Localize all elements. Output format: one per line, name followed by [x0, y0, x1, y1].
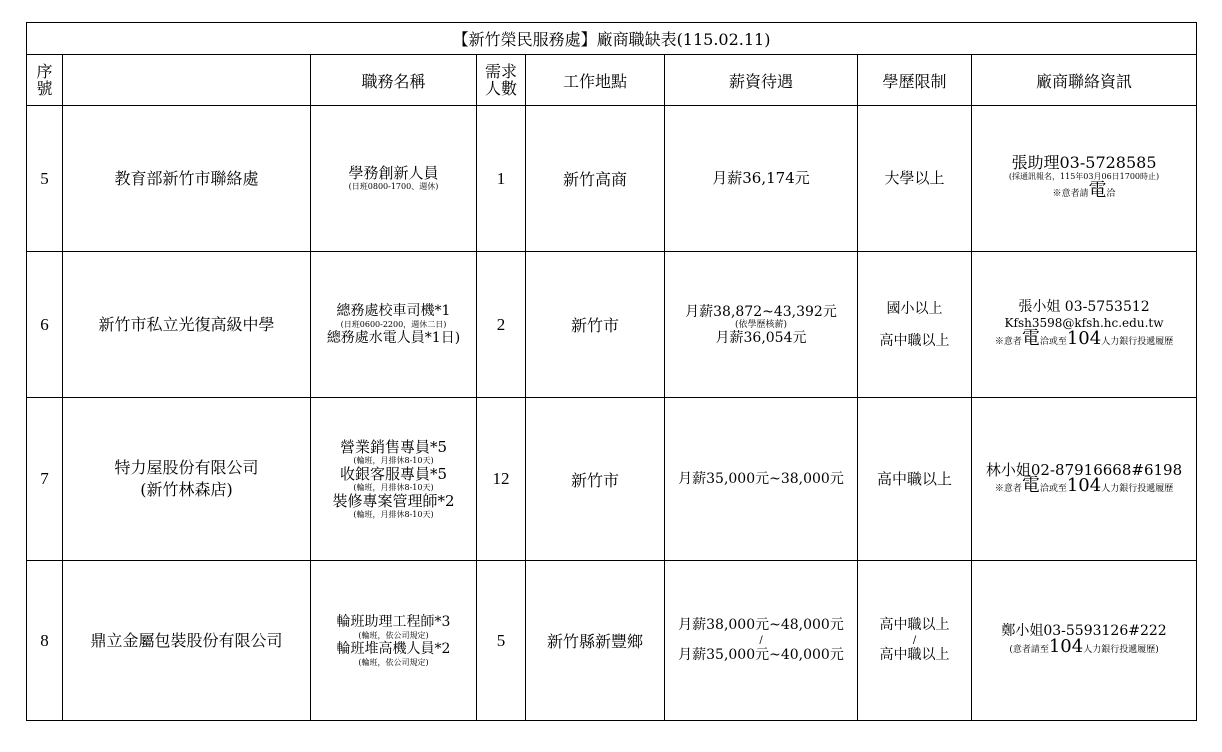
cell-need: 1 [477, 106, 526, 252]
header-contact: 廠商聯絡資訊 [972, 55, 1197, 106]
contact-hint-phone: 電 [1021, 474, 1040, 496]
contact-hint-104: 104 [1066, 328, 1102, 349]
contact-hint-phone: 電 [1021, 328, 1040, 349]
contact-hint-prefix: (意者請至 [1009, 645, 1049, 655]
cell-edu [858, 252, 972, 398]
cell-place: 新竹市 [526, 252, 665, 398]
cell-seq: 6 [27, 252, 63, 398]
job-title: 總務處水電人員*1日) [326, 329, 461, 346]
cell-edu [858, 561, 972, 721]
cell-job [311, 398, 477, 561]
job-note: (輪班，月排休8-10天) [353, 482, 434, 492]
cell-edu [858, 106, 972, 252]
company-branch: (新竹林森店) [140, 480, 233, 499]
cell-salary [665, 252, 858, 398]
job-note: (輪班，依公司規定) [358, 630, 429, 640]
cell-need: 12 [477, 398, 526, 561]
header-need: 需求人數 [477, 55, 526, 106]
contact-hint-suffix: 人力銀行投遞履歷) [1083, 645, 1159, 655]
table-row [27, 252, 1197, 398]
header-salary: 薪資待遇 [665, 55, 858, 106]
cell-job [311, 252, 477, 398]
salary-note: (依學歷核薪) [734, 319, 788, 330]
salary-line: 月薪38,872~43,392元 [685, 303, 837, 320]
header-job: 職務名稱 [311, 55, 477, 106]
cell-seq: 5 [27, 106, 63, 252]
table-row [27, 106, 1197, 252]
cell-contact [972, 561, 1197, 721]
edu-line: 國小以上 [886, 300, 943, 317]
job-note: (日班0600-2200，週休二日) [340, 319, 447, 329]
job-note: (輪班，月排休8-10天) [353, 455, 434, 465]
contact-hint-suffix: 人力銀行投遞履歷 [1101, 337, 1174, 347]
cell-company: 新竹市私立光復高級中學 [63, 252, 311, 398]
contact-hint [974, 180, 1194, 202]
header-seq: 序號 [27, 55, 63, 106]
job-note: (輪班，月排休8-10天) [353, 509, 434, 519]
edu-separator: / [912, 635, 917, 646]
contact-hint-mid: 洽或至 [1039, 337, 1067, 347]
salary-line: 月薪38,000元~48,000元 [678, 617, 844, 633]
cell-contact [972, 252, 1197, 398]
contact-hint-prefix: ※意者 [994, 483, 1022, 494]
cell-contact [972, 106, 1197, 252]
contact-hint [974, 636, 1194, 658]
job-note: (輪班，依公司規定) [358, 657, 429, 667]
cell-place: 新竹市 [526, 398, 665, 561]
contact-hint [974, 328, 1194, 350]
edu-line: 高中職以上 [876, 469, 952, 488]
job-title: 輪班助理工程師*3 [336, 613, 451, 630]
header-place: 工作地點 [526, 55, 665, 106]
contact-hint-104: 104 [1066, 474, 1102, 496]
contact-hint-phone: 電 [1088, 180, 1107, 201]
table-title: 【新竹榮民服務處】廠商職缺表(115.02.11) [27, 23, 1197, 55]
cell-company: 鼎立金屬包裝股份有限公司 [63, 561, 311, 721]
cell-place: 新竹高商 [526, 106, 665, 252]
contact-hint-suffix: 洽 [1106, 189, 1116, 199]
table-row [27, 561, 1197, 721]
job-note: (日班0800-1700、週休) [348, 182, 439, 191]
salary-line: 月薪36,054元 [715, 329, 807, 346]
contact-hint [974, 474, 1194, 497]
job-title: 收銀客服專員*5 [339, 464, 448, 483]
contact-note: (採通訊報名，115年03月06日1700時止) [1008, 172, 1160, 181]
cell-salary [665, 398, 858, 561]
job-title: 裝修專案管理師*2 [332, 491, 455, 510]
contact-email: Kfsh3598@kfsh.hc.edu.tw [1004, 316, 1164, 330]
cell-salary [665, 561, 858, 721]
cell-seq: 8 [27, 561, 63, 721]
cell-salary [665, 106, 858, 252]
edu-line: 高中職以上 [879, 617, 950, 633]
contact-line: 鄭小姐03-5593126#222 [1001, 623, 1167, 639]
job-vacancy-table [26, 22, 1197, 721]
cell-need: 5 [477, 561, 526, 721]
cell-seq: 7 [27, 398, 63, 561]
cell-need: 2 [477, 252, 526, 398]
salary-separator: / [759, 635, 763, 646]
contact-hint-prefix: ※意者請 [1052, 189, 1089, 199]
cell-company [63, 398, 311, 561]
salary-line: 月薪36,174元 [712, 169, 810, 187]
cell-edu [858, 398, 972, 561]
job-title: 總務處校車司機*1 [336, 302, 451, 319]
edu-line: 高中職以上 [879, 647, 950, 663]
edu-line: 高中職以上 [879, 332, 950, 349]
edu-line: 大學以上 [884, 169, 945, 187]
header-edu: 學歷限制 [858, 55, 972, 106]
cell-job [311, 106, 477, 252]
table-row [27, 398, 1197, 561]
job-title: 學務創新人員 [348, 164, 439, 182]
contact-line: 張助理03-5728585 [1011, 153, 1157, 172]
contact-hint-prefix: ※意者 [994, 337, 1022, 347]
contact-line: 張小姐 03-5753512 [1018, 299, 1150, 315]
company-name: 特力屋股份有限公司 [114, 458, 259, 477]
contact-hint-suffix: 人力銀行投遞履歷 [1101, 483, 1174, 494]
header-company [63, 55, 311, 106]
contact-hint-mid: 洽或至 [1039, 483, 1067, 494]
cell-company: 教育部新竹市聯絡處 [63, 106, 311, 252]
salary-line: 月薪35,000元~38,000元 [678, 471, 844, 487]
salary-line: 月薪35,000元~40,000元 [678, 647, 844, 663]
cell-contact [972, 398, 1197, 561]
cell-job [311, 561, 477, 721]
contact-hint-104: 104 [1048, 636, 1084, 657]
job-title: 營業銷售專員*5 [339, 437, 448, 456]
header-row [27, 55, 1197, 106]
cell-place: 新竹縣新豐鄉 [526, 561, 665, 721]
contact-line: 林小姐02-87916668#6198 [985, 460, 1183, 479]
job-title: 輪班堆高機人員*2 [336, 640, 451, 657]
